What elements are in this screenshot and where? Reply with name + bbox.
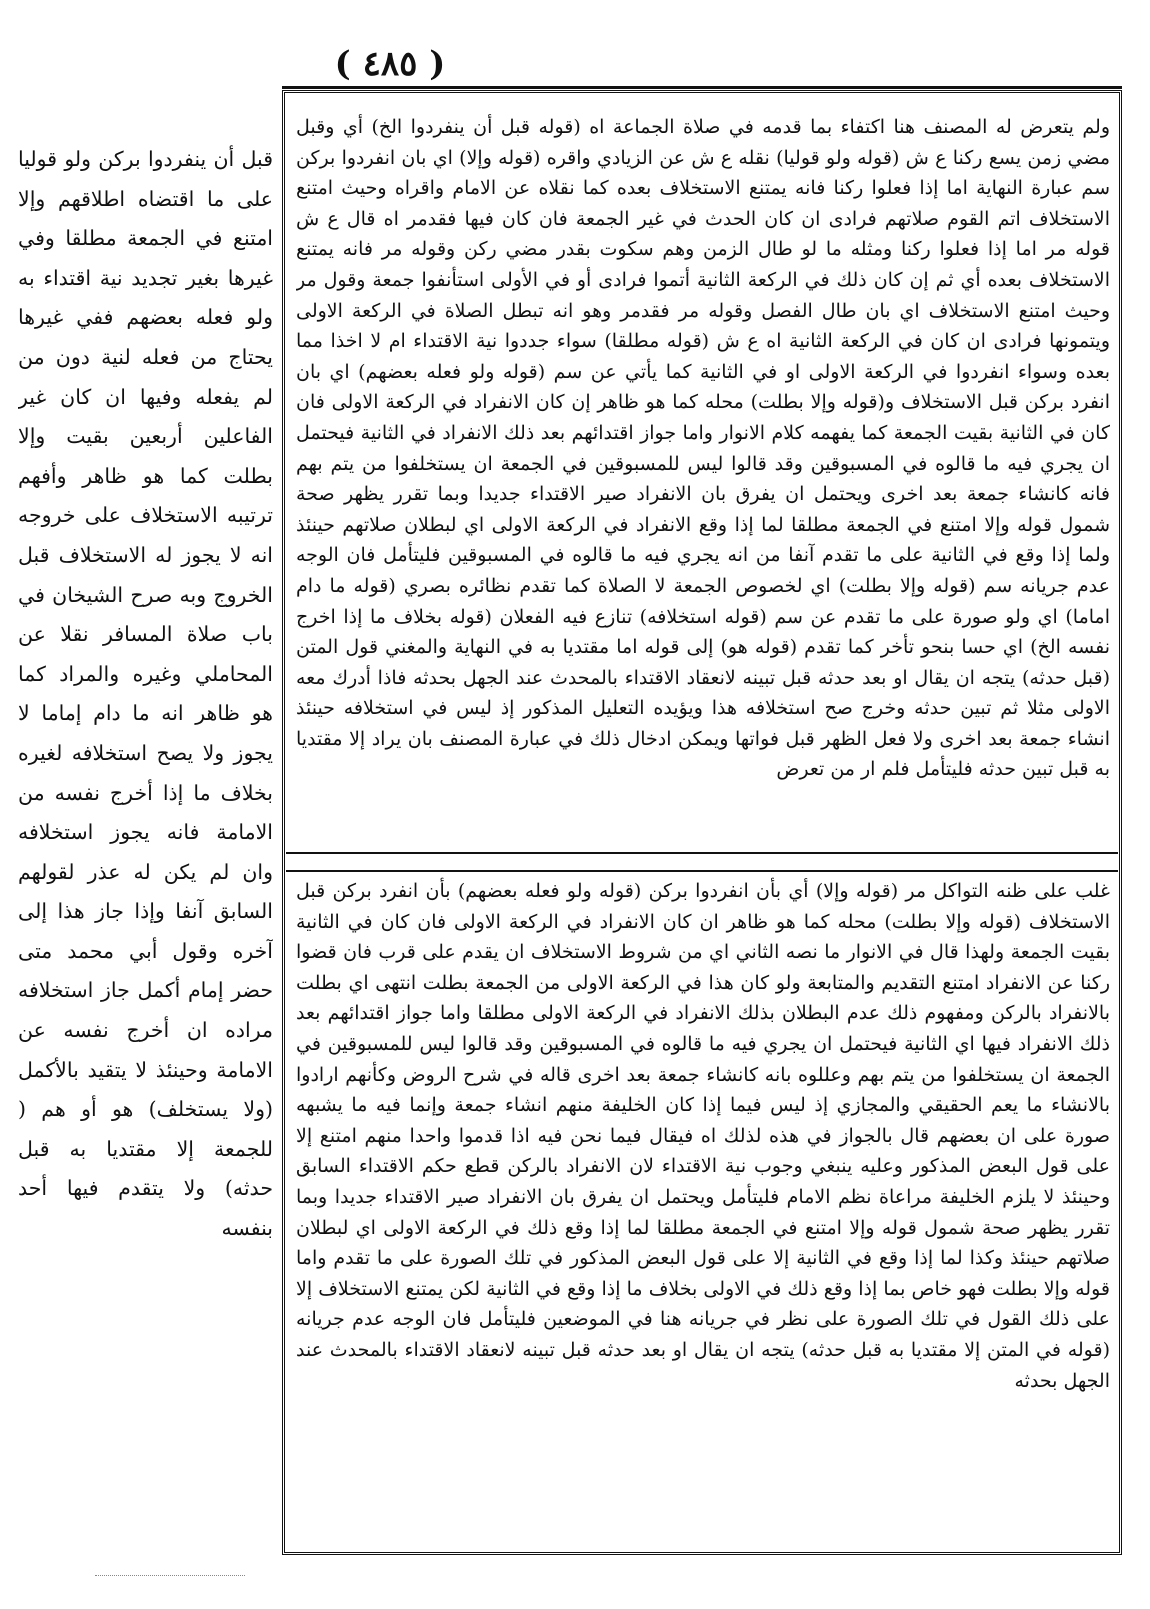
page-number: ( ٤٨٥ ) [334, 44, 446, 84]
panel-divider [286, 852, 1118, 872]
side-column-text: قبل أن ينفردوا بركن ولو قوليا على ما اقتضاه اطلاقهم وإلا امتنع في الجمعة مطلقا وفي غيرها بغير تجديد نية اقتداء به ولو فعله بعضهم ففي غيرها يحتاج من فعله لنية دون من لم يفعله وفيها ان كان غير الفاعلين أربعين بقيت وإلا بطلت كما هو ظاهر وأفهم ترتيبه الاستخلاف على خروجه انه لا يجوز له الاستخلاف قبل الخروج وبه صرح الشيخان في باب صلاة المسافر نقلا عن المحاملي وغيره والمراد كما هو ظاهر انه ما دام إماما لا يجوز ولا يصح استخلافه لغيره بخلاف ما إذا أخرج نفسه من الامامة فانه يجوز استخلافه وان لم يكن له عذر لقولهم السابق آنفا وإذا جاز هذا إلى آخره وقول أبي محمد متى حضر إمام أكمل جاز استخلافه مراده ان أخرج نفسه عن الامامة وحينئذ لا يتقيد بالأكمل (ولا يستخلف) هو أو هم ( للجمعة إلا مقتديا به قبل حدثه) ولا يتقدم فيها أحد بنفسه [18, 147, 273, 1241]
header-rule [282, 86, 1122, 89]
scan-artifact [95, 1575, 245, 1580]
top-commentary-panel: ولم يتعرض له المصنف هنا اكتفاء بما قدمه في صلاة الجماعة اه (قوله قبل أن ينفردوا الخ) أي وقبل مضي زمن يسع ركنا ع ش (قوله ولو قوليا) نقله ع ش عن الزيادي واقره (قوله وإلا) اي بان انفردوا بركن سم عبارة النهاية اما إذا فعلوا ركنا فانه يمتنع الاستخلاف بعده كما نقلاه عن الامام واقراه وحيث امتنع الاستخلاف اتم القوم صلاتهم فرادى ان كان الحدث في غير الجمعة فان كان فيها فقدمر اه قال ع ش قوله مر اما إذا فعلوا ركنا ومثله ما لو طال الزمن وهم سكوت بقدر مضي ركن وقوله مر فانه يمتنع الاستخلاف بعده أي ثم إن كان ذلك في الركعة الثانية أتموا فرادى أو في الأولى استأنفوا جمعة وقول مر وحيث امتنع الاستخلاف اي بان طال الفصل وقوله مر فقدمر وهو انه تبطل الصلاة في الركعة الاولى ويتمونها فرادى ان كان في الركعة الثانية اه ع ش (قوله مطلقا) سواء جددوا نية الاقتداء ام لا اخذا مما بعده وسواء انفردوا في الركعة الاولى او في الثانية كما يأتي عن سم (قوله ولو فعله بعضهم) اي بان انفرد بركن قبل الاستخلاف و(قوله وإلا بطلت) محله كما هو ظاهر إن كان الانفراد في الركعة الاولى فان كان في الثانية بقيت الجمعة كما يفهمه كلام الانوار واما جواز اقتدائهم بعد ذلك الانفراد في الثانية فيحتمل ان يجري فيه ما قالوه في المسبوقين وقد قالوا ليس للمسبوقين في الجمعة ان يستخلفوا من يتم بهم فانه كانشاء جمعة بعد اخرى ويحتمل ان يفرق بان الانفراد صير الاقتداء جديدا وبما تقرر يظهر صحة شمول قوله وإلا امتنع في الجمعة مطلقا لما إذا وقع الانفراد في الركعة الاولى اي لبطلان صلاتهم حينئذ ولما إذا وقع في الثانية على ما تقدم آنفا من انه يجري فيه ما قالوه في المسبوقين فليتأمل فان الوجه عدم جريانه سم (قوله وإلا بطلت) اي لخصوص الجمعة لا الصلاة كما تقدم نظائره بصري (قوله ما دام اماما) اي ولو صورة على ما تقدم عن سم (قوله استخلافه) تنازع فيه الفعلان (قوله بخلاف ما إذا اخرج نفسه الخ) اي حسا بنحو تأخر كما تقدم (قوله هو) إلى قوله اما مقتديا به في النهاية والمغني قول المتن (قبل حدثه) يتجه ان يقال او بعد حدثه قبل تبينه لانعقاد الاقتداء بالمحدث عند الجهل بحدثه فاذا أدرك معه الاولى مثلا ثم تبين حدثه وخرج صح استخلافه هذا ويؤيده التعليل المذكور إذ ليس في استخلافه حينئذ انشاء جمعة بعد اخرى ولا فعل الظهر قبل فواتها ويمكن ادخال ذلك في عبارة المصنف بان يراد إلا مقتديا به قبل تبين حدثه فليتأمل فلم ار من تعرض [296, 116, 1110, 781]
bottom-commentary-panel: غلب على ظنه التواكل مر (قوله وإلا) أي بأن انفردوا بركن (قوله ولو فعله بعضهم) بأن انفرد بركن قبل الاستخلاف (قوله وإلا بطلت) محله كما هو ظاهر ان كان الانفراد في الركعة الاولى فان كان في الثانية بقيت الجمعة ولهذا قال في الانوار ما نصه الثاني اي من شروط الاستخلاف ان يقدم على قرب فان قضوا ركنا عن الانفراد امتنع التقديم والمتابعة ولو كان هذا في الركعة الاولى من الجمعة بطلت انتهى اي بطلت بالانفراد بالركن ومفهوم ذلك عدم البطلان بذلك الانفراد في الركعة الاولى مطلقا واما جواز اقتدائهم بعد ذلك الانفراد فيها اي الثانية فيحتمل ان يجري فيه ما قالوه في المسبوقين وقد قالوا ليس للمسبوقين في الجمعة ان يستخلفوا من يتم بهم وعللوه بانه كانشاء جمعة بعد اخرى قاله في شرح الروض وكأنهم ارادوا بالانشاء ما يعم الحقيقي والمجازي إذ ليس فيما إذا كان الخليفة منهم انشاء جمعة وإنما فيه ما يشبهه صورة على ان بعضهم قال بالجواز في هذه لذلك اه فيقال فيما نحن فيه اذا قدموا واحدا منهم امتنع إلا على قول البعض المذكور وعليه ينبغي وجوب نية الاقتداء لان الانفراد بالركن قطع حكم الاقتداء السابق وحينئذ لا يلزم الخليفة مراعاة نظم الامام فليتأمل ويحتمل ان يفرق بان الانفراد صير الاقتداء جديدا وبما تقرر يظهر صحة شمول قوله وإلا امتنع في الجمعة مطلقا لما إذا وقع ذلك في الركعة الاولى اي لبطلان صلاتهم حينئذ وكذا لما إذا وقع في الثانية إلا على قول البعض المذكور في تلك الصورة على ما تقدم واما قوله وإلا بطلت فهو خاص بما إذا وقع ذلك في الاولى بخلاف ما إذا وقع في الثانية لكن يمتنع الاستخلاف إلا على ذلك القول في تلك الصورة على نظر في جريانه هنا في الموضعين فليتأمل فان الوجه عدم جريانه (قوله في المتن إلا مقتديا به قبل حدثه) يتجه ان يقال او بعد حدثه قبل تبينه لانعقاد الاقتداء بالمحدث عند الجهل بحدثه [296, 880, 1110, 1392]
